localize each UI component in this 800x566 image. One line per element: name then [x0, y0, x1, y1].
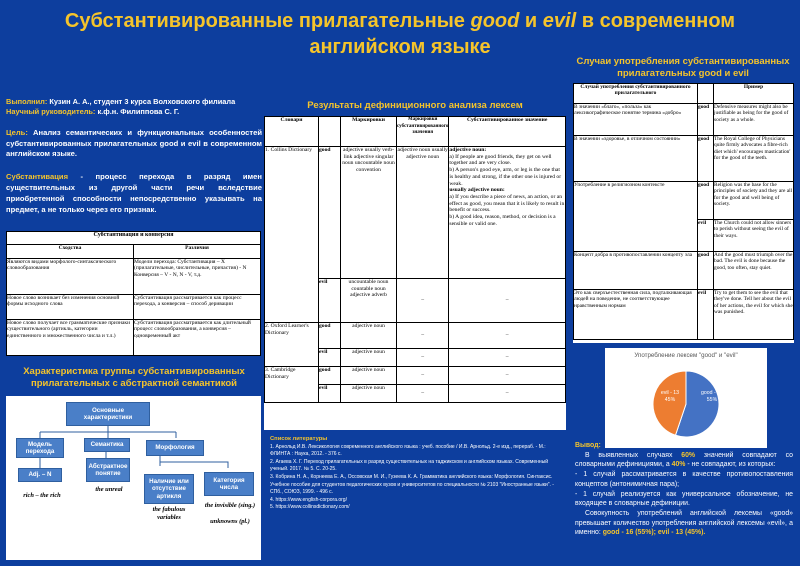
- case-cell: Это как сверхъестественная сила, подталкивающая людей на поведение, не соответствующее нравственным нормам: [574, 290, 698, 340]
- poster-title: Субстантивированные прилагательные good и evil в современном английском языке: [64, 10, 736, 58]
- dash-cell: –: [397, 367, 449, 385]
- node-number: Категория числа: [204, 472, 254, 496]
- table-cell: Субстантивация рассматривается как процесс перехода, а конверсия – способ деривации: [134, 294, 261, 319]
- pie-title: Употребление лексем "good" и "evil": [634, 352, 738, 359]
- word-good: good: [319, 367, 341, 385]
- conversion-table: [6, 231, 261, 356]
- references-title: Список литературы: [270, 436, 328, 442]
- example-rich: rich – the rich: [23, 492, 61, 499]
- case-word: good: [698, 136, 714, 182]
- pie-label-good: good - 16 55%: [701, 390, 723, 403]
- node-model: Модель перехода: [16, 438, 64, 458]
- table-cell: Модели перехода: Субстантивация – Х (прилагательные, числительные, причастия) - N Конверсия – V - N, N - V, т.д.: [134, 258, 261, 294]
- cases-table: [573, 83, 794, 343]
- dash-cell: –: [449, 349, 566, 367]
- collins-good-sub: adjective noun usually adjective noun: [397, 147, 449, 279]
- node-root: Основные характеристики: [66, 402, 150, 426]
- definition-text: Субстантивация - процесс перехода в разряд имен существительных из другой части речи вследствие приобретенной способности непосредственно указывать на предмет, а не только через его признак.: [6, 172, 262, 214]
- col-similarities: Сходства: [7, 245, 134, 258]
- pie-svg: [605, 362, 767, 448]
- dict-oxford: 2. Oxford Learner's Dictionary: [265, 323, 319, 367]
- collins-good-meaning: adjective noun: a) If people are good friends, they get on well together and are very close. b) A person's good eye, arm, or leg is the one that is healthy and strong, if the other one is injured or weak. usually adjective noun: a) If you describe a piece of news, an action, or an effect as good, you mean that it is likely to result in benefit or success. b) A good idea, reason, method, or decision is a sensible or valid one.: [449, 147, 566, 279]
- dash-cell: –: [397, 385, 449, 403]
- example-invisible: the invisible (sing.): [204, 502, 256, 509]
- word-evil: evil: [319, 349, 341, 367]
- case-word: good: [698, 182, 714, 220]
- case-example: Religion was the base for the principles of society and they are all for the good and well being of society.: [714, 182, 794, 220]
- references: [270, 436, 560, 512]
- case-word: good: [698, 252, 714, 290]
- example-unknowns: unknowns (pl.): [210, 518, 250, 525]
- example-fabulous: the fabulous variables: [152, 506, 186, 521]
- dash-cell: –: [397, 279, 449, 323]
- reference-item: 4. https://www.english-corpora.org/: [270, 496, 347, 503]
- case-example: Defensive measures might also be justifiable as being for the good of society as a whole.: [714, 104, 794, 136]
- conversion-caption: Субстантивация и конверсия: [7, 232, 261, 245]
- table-cell: Субстантивация рассматривается как длительный процесс словообразования, а конверсия – одновременный акт: [134, 319, 261, 355]
- dash-cell: –: [449, 385, 566, 403]
- cambridge-good-marks: adjective noun: [341, 367, 397, 385]
- conclusion-p1: В выявленных случаях 60% значений совпадают со словарными дефинициями, а 40% - не совпадают, из которых:: [575, 451, 794, 469]
- dash-cell: –: [449, 323, 566, 349]
- col-case: Случай употребления субстантивированного прилагательного: [574, 84, 698, 104]
- oxford-evil-marks: adjective noun: [341, 349, 397, 367]
- dash-cell: –: [449, 279, 566, 323]
- usage-pie-chart: [605, 348, 767, 448]
- dict-cambridge: 3. Cambridge Dictionary: [265, 367, 319, 403]
- author-line: Выполнил: Кузин А. А., студент 3 курса Волховского филиала: [6, 97, 236, 106]
- case-cell: Употребление в религиозном контексте: [574, 182, 698, 252]
- word-good: good: [319, 147, 341, 279]
- reference-item: 3. Кобрина Н. А., Корнеева Е. А., Оссовская М. И., Гузеева К. А. Грамматика английского языка: Морфология. Синтаксис. Учебное пособие для студентов педагогических вузов и университетов по специальности № 2103 "Иностранные языки". - СПб., СОЮЗ, 1999. - 496 с.: [270, 473, 554, 496]
- dash-cell: –: [397, 349, 449, 367]
- table-cell: Новое слово получает все грамматические признаки существительного (артикль, категории единственного и множественного числа и т.л.): [7, 319, 134, 355]
- col-word: [698, 84, 714, 104]
- conclusion: [575, 441, 793, 538]
- case-cell: Концепт добра в противопоставлении концепту зла: [574, 252, 698, 290]
- node-morphology: Морфология: [146, 440, 204, 456]
- collins-evil-marks: uncountable noun countable noun adjective adverb: [341, 279, 397, 323]
- cambridge-evil-marks: adjective noun: [341, 385, 397, 403]
- col-sub-markings: Маркировки субстантивированного значения: [397, 117, 449, 147]
- case-cell: В значении «благо», «польза» как лексикографическое понятие термина «добро»: [574, 104, 698, 136]
- conclusion-p3: - 1 случай реализуется как универсальное обозначение, не входящее в словарные дефиниции.: [575, 490, 793, 508]
- case-example: Try to get them to see the evil that they've done. Tell her about the evil of her actions, the evil for which she was punished.: [714, 290, 794, 340]
- case-example: The Royal College of Physicians quite firmly advocates a fibre-rich diet which' encourages mastication' for the good of the teeth.: [714, 136, 794, 182]
- characteristics-diagram: [6, 396, 261, 560]
- pie-label-evil: evil - 13 45%: [660, 390, 680, 403]
- case-example: The Church could not allow sinners to perish without seeing the evil of their ways.: [714, 220, 794, 252]
- example-unreal: the unreal: [95, 486, 123, 493]
- cases-title: Случаи употребления субстантивированных прилагательных good и evil: [576, 56, 790, 79]
- goal-text: Цель: Анализ семантических и функциональных особенностей субстантивированных прилагательных good и evil в современном английском языке.: [6, 128, 262, 158]
- case-word: good: [698, 104, 714, 136]
- dash-cell: –: [397, 323, 449, 349]
- col-differences: Различия: [134, 245, 261, 258]
- collins-good-marks: adjective usually verb-link adjective singular noun uncountable noun convention: [341, 147, 397, 279]
- case-word: evil: [698, 290, 714, 340]
- dict-collins: 1. Collins Dictionary: [265, 147, 319, 323]
- col-sub-meaning: Субстантивированное значение: [449, 117, 566, 147]
- table-cell: Являются видами морфолого-синтаксического словообразования: [7, 258, 134, 294]
- case-example: And the good must triumph over the bad. The evil is done because the good, too often, stay quiet.: [714, 252, 794, 290]
- supervisor-line: Научный руководитель: к.ф.н. Филиппова С. Г.: [6, 107, 180, 116]
- definition-table: [264, 116, 566, 430]
- case-cell: В значении «здоровье, в отличном состоянии»: [574, 136, 698, 182]
- col-dictionaries: Словари: [265, 117, 319, 147]
- conclusion-title: Вывод:: [575, 442, 601, 449]
- case-word: evil: [698, 220, 714, 252]
- dash-cell: –: [449, 367, 566, 385]
- reference-item: 1. Арнольд И.В. Лексикология современного английского языка : учеб. пособие / И.В. Арнольд. 2-е изд., перераб. - М.: ФЛИНТА : Наука, 2012. - 376 с.: [270, 443, 546, 458]
- node-semantics: Семантика: [84, 438, 130, 452]
- conclusion-p2: - 1 случай рассматривается в качестве противопоставления концептов (антонимичная пара);: [575, 471, 793, 488]
- word-evil: evil: [319, 385, 341, 403]
- col-markings: Маркировки: [341, 117, 397, 147]
- word-evil: evil: [319, 279, 341, 323]
- table-cell: Новое слово возникает без изменения основной формы исходного слова: [7, 294, 134, 319]
- definition-analysis-title: Результаты дефиниционного анализа лексем: [307, 100, 523, 111]
- col-example: Пример: [714, 84, 794, 104]
- reference-item: 5. https://www.collinsdictionary.com/: [270, 504, 350, 511]
- reference-item: 2. Агаева Х. Г. Переход прилагательных в разряд существительных на таджикском и английском языках. Современный ученый. 2017. № 5. С. 20-25.: [270, 458, 549, 473]
- node-adj-n: Adj. – N: [18, 468, 62, 482]
- characteristics-title: Характеристика группы субстантивированных прилагательных с абстрактной семантикой: [23, 366, 245, 389]
- word-good: good: [319, 323, 341, 349]
- col-word: [319, 117, 341, 147]
- node-article: Наличие или отсутствие артикля: [144, 474, 194, 504]
- oxford-good-marks: adjective noun: [341, 323, 397, 349]
- node-abstract: Абстрактное понятие: [86, 458, 130, 482]
- conclusion-p4: Совокупность употреблений английской лексемы «good» превышает количество употребления английской лексемы «evil», а именно: good - 16 (55%); evil - 13 (45%).: [575, 509, 793, 537]
